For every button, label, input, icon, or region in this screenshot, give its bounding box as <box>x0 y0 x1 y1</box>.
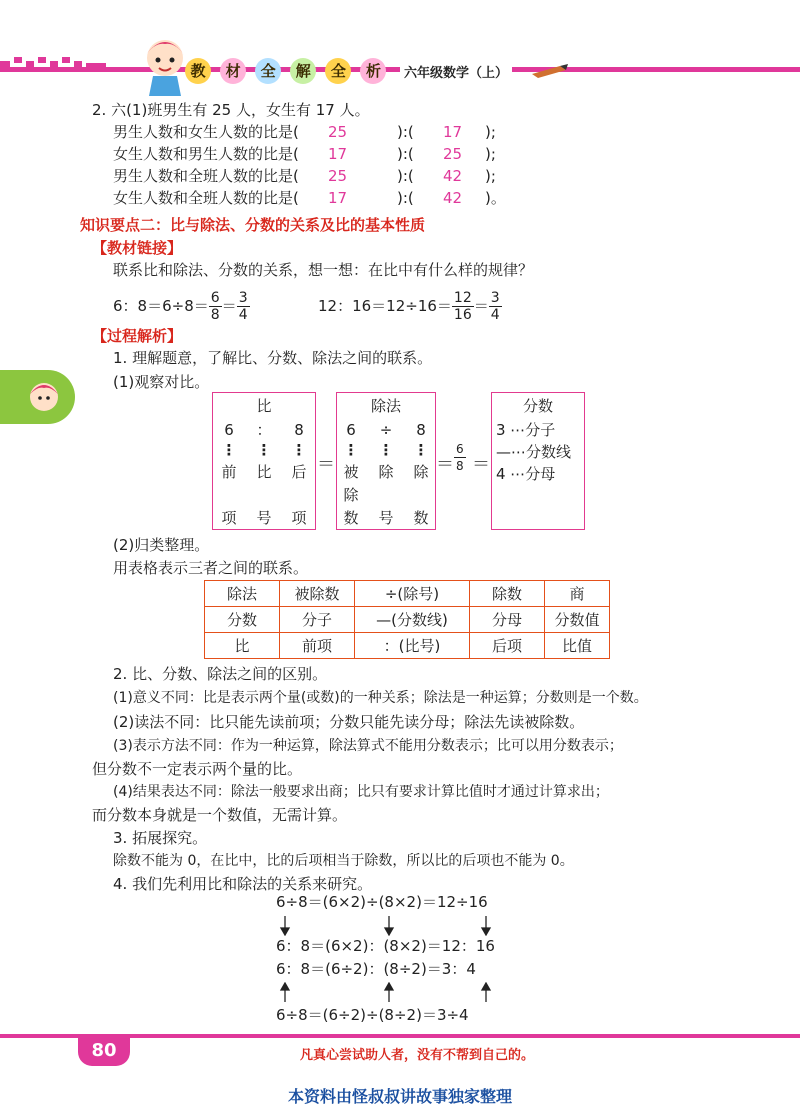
box-cell: 8 <box>294 421 304 439</box>
equation-1 <box>113 286 250 326</box>
calc-line: 6÷8＝(6÷2)÷(8÷2)＝3÷4 <box>276 1006 469 1024</box>
numerator: 3 <box>490 289 500 306</box>
ratio-a: 17 <box>328 145 348 163</box>
table-cell: 被除数 <box>280 581 355 607</box>
table-cell: 后项 <box>470 633 545 659</box>
ratio-row <box>113 188 506 210</box>
numerator: 6 <box>456 442 464 456</box>
page-number: 80 <box>91 1040 117 1061</box>
box-cell: 3 ⋯分子 <box>496 421 556 439</box>
table-cell: 除数 <box>470 581 545 607</box>
box-cell: ： <box>256 421 272 439</box>
box-cell: 6 <box>224 421 234 439</box>
link-question: 联系比和除法、分数的关系，想一想：在比中有什么样的规律？ <box>113 261 534 279</box>
relation-table <box>204 580 610 659</box>
table-row <box>205 607 610 633</box>
ratio-end: )。 <box>485 189 506 207</box>
table-row <box>205 581 610 607</box>
ratio-a: 25 <box>328 123 348 141</box>
ratio-a: 25 <box>328 167 348 185</box>
process-p3a: 除数不能为 0，在比中，比的后项相当于除数，所以比的后项也不能为 0。 <box>113 853 574 869</box>
header-title <box>185 58 390 84</box>
box-cell: 数 <box>343 509 359 527</box>
fraction <box>489 290 502 323</box>
ratio-b: 17 <box>443 123 463 141</box>
ratio-end: ); <box>485 123 496 141</box>
process-p1: 1. 理解题意，了解比、分数、除法之间的联系。 <box>113 349 433 367</box>
equation-2 <box>318 286 502 326</box>
ratio-b: 42 <box>443 189 463 207</box>
mid-fraction <box>454 441 466 474</box>
ratio-colon: ):( <box>397 189 414 207</box>
title-char: 教 <box>185 58 211 84</box>
denominator: 8 <box>456 459 464 473</box>
denominator: 8 <box>210 306 220 323</box>
numerator: 12 <box>453 289 472 306</box>
box-cell: 数 <box>413 509 429 527</box>
down-arrows-icon <box>276 914 536 936</box>
table-cell: 前项 <box>280 633 355 659</box>
box-cell: 号 <box>256 509 272 527</box>
title-char: 材 <box>220 58 246 84</box>
ratio-row <box>113 144 496 166</box>
knowledge-point-heading: 知识要点二：比与除法、分数的关系及比的基本性质 <box>80 216 426 234</box>
table-cell: 分子 <box>280 607 355 633</box>
box-dots: ⋮ <box>221 441 237 459</box>
process-p4: 4. 我们先利用比和除法的关系来研究。 <box>113 875 373 893</box>
header-grade: 六年级数学（上） <box>400 62 512 81</box>
box-dots: ⋮ <box>343 441 359 459</box>
pencil-icon <box>530 62 570 82</box>
box-title: 比 <box>256 397 272 415</box>
division-box <box>336 392 436 530</box>
ratio-colon: ):( <box>397 123 414 141</box>
box-cell: 除 <box>413 463 429 481</box>
table-cell: —(分数线) <box>355 607 470 633</box>
process-p2b: (2)读法不同：比只能先读前项；分数只能先读分母；除法先读被除数。 <box>113 713 585 731</box>
title-char: 解 <box>290 58 316 84</box>
denominator: 4 <box>238 306 248 323</box>
box-cell: 4 ⋯分母 <box>496 465 556 483</box>
ratio-colon: ):( <box>397 167 414 185</box>
textbook-link-tag: 【教材链接】 <box>92 239 183 257</box>
ratio-row <box>113 166 496 188</box>
box-cell: 被 <box>343 463 359 481</box>
title-char: 析 <box>360 58 386 84</box>
q2-stem: 2. 六(1)班男生有 25 人，女生有 17 人。 <box>92 101 370 119</box>
ratio-label: 男生人数和全班人数的比是( <box>113 167 299 185</box>
ratio-b: 25 <box>443 145 463 163</box>
q2-rows <box>113 122 506 210</box>
box-dots: ⋮ <box>291 441 307 459</box>
box-dots: ⋮ <box>413 441 429 459</box>
process-p1c: 用表格表示三者之间的联系。 <box>113 559 309 577</box>
footer-motto: 凡真心尝试助人者，没有不帮到自己的。 <box>300 1048 535 1063</box>
process-p2c2: 但分数不一定表示两个量的比。 <box>92 760 303 778</box>
denominator: 16 <box>453 306 472 323</box>
box-cell: 项 <box>291 509 307 527</box>
process-p1a: (1)观察对比。 <box>113 373 210 391</box>
fraction <box>237 290 250 323</box>
ratio-end: ); <box>485 145 496 163</box>
table-cell: 分数值 <box>545 607 610 633</box>
table-cell: 比值 <box>545 633 610 659</box>
box-cell: 前 <box>221 463 237 481</box>
table-cell: 除法 <box>205 581 280 607</box>
ratio-a: 17 <box>328 189 348 207</box>
side-tab-mascot-icon <box>0 370 75 424</box>
calc-line: 6：8＝(6×2)：(8×2)＝12：16 <box>276 937 495 955</box>
box-cell: 号 <box>378 509 394 527</box>
numerator: 6 <box>210 289 220 306</box>
footer-credit: 本资料由怪叔叔讲故事独家整理 <box>287 1087 512 1106</box>
ratio-label: 男生人数和女生人数的比是( <box>113 123 299 141</box>
ratio-b: 42 <box>443 167 463 185</box>
numerator: 3 <box>238 289 248 306</box>
eq-left: 6：8＝6÷8＝ <box>113 297 209 315</box>
process-p2c1: (3)表示方法不同：作为一种运算，除法算式不能用分数表示；比可以用分数表示； <box>113 738 623 754</box>
fraction-box <box>491 392 585 530</box>
equals: ＝ <box>472 454 490 475</box>
process-p1b: (2)归类整理。 <box>113 536 210 554</box>
fraction <box>454 441 466 474</box>
title-char: 全 <box>325 58 351 84</box>
ratio-label: 女生人数和全班人数的比是( <box>113 189 299 207</box>
table-cell: ：(比号) <box>355 633 470 659</box>
ratio-box <box>212 392 316 530</box>
calc-line: 6：8＝(6÷2)：(8÷2)＝3：4 <box>276 960 476 978</box>
eq-left: 12：16＝12÷16＝ <box>318 297 452 315</box>
fraction <box>209 290 222 323</box>
fraction <box>452 290 474 323</box>
ratio-label: 女生人数和男生人数的比是( <box>113 145 299 163</box>
equals: ＝ <box>436 454 454 475</box>
table-cell: 分数 <box>205 607 280 633</box>
box-dots: ⋮ <box>256 441 272 459</box>
process-p2: 2. 比、分数、除法之间的区别。 <box>113 665 328 683</box>
table-cell: ÷(除号) <box>355 581 470 607</box>
process-p3: 3. 拓展探究。 <box>113 829 208 847</box>
title-char: 全 <box>255 58 281 84</box>
box-title: 分数 <box>522 397 553 415</box>
box-cell: 项 <box>221 509 237 527</box>
up-arrows-icon <box>276 982 536 1004</box>
process-p2d1: (4)结果表达不同：除法一般要求出商；比只有要求计算比值时才通过计算求出； <box>113 784 609 800</box>
process-p2a: (1)意义不同：比是表示两个量(或数)的一种关系；除法是一种运算；分数则是一个数。 <box>113 690 648 706</box>
table-cell: 商 <box>545 581 610 607</box>
box-cell: 6 <box>346 421 356 439</box>
box-cell: ÷ <box>379 421 393 439</box>
box-cell: 后 <box>291 463 307 481</box>
equals: ＝ <box>473 297 489 315</box>
ratio-end: ); <box>485 167 496 185</box>
box-cell: 比 <box>256 463 272 481</box>
table-cell: 分母 <box>470 607 545 633</box>
equals: ＝ <box>317 454 335 475</box>
box-cell: 除 <box>343 486 359 504</box>
box-cell: 除 <box>378 463 394 481</box>
box-cell: —⋯分数线 <box>496 443 572 461</box>
equals: ＝ <box>221 297 237 315</box>
box-dots: ⋮ <box>378 441 394 459</box>
process-tag: 【过程解析】 <box>92 327 183 345</box>
calc-line: 6÷8＝(6×2)÷(8×2)＝12÷16 <box>276 893 488 911</box>
box-title: 除法 <box>370 397 401 415</box>
box-cell: 8 <box>416 421 426 439</box>
process-p2d2: 而分数本身就是一个数值，无需计算。 <box>92 806 348 824</box>
ratio-row <box>113 122 496 144</box>
table-cell: 比 <box>205 633 280 659</box>
denominator: 4 <box>490 306 500 323</box>
ratio-colon: ):( <box>397 145 414 163</box>
table-row <box>205 633 610 659</box>
